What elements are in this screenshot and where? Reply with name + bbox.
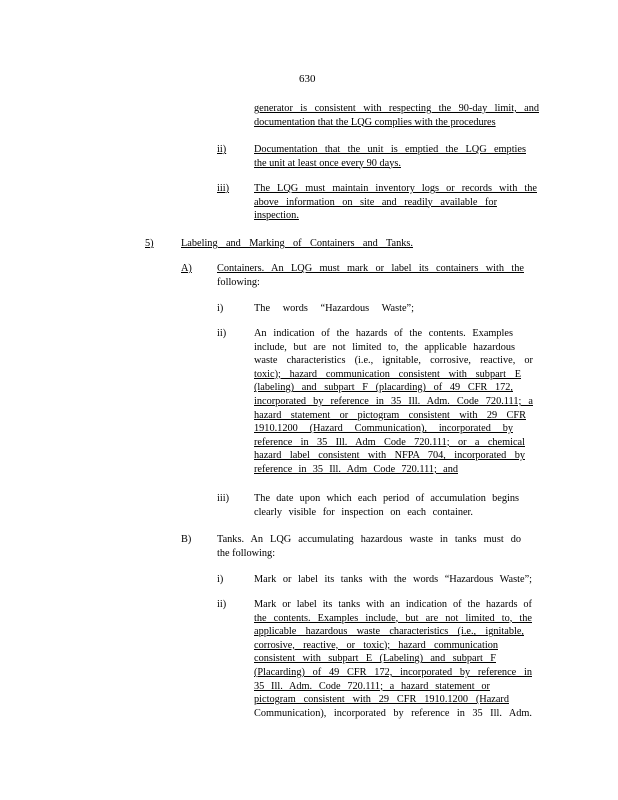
text-line: The date upon which each period of accumulation begins bbox=[254, 493, 519, 504]
text-line: Mark or label its tanks with an indication of the hazards of bbox=[254, 599, 532, 610]
text-line: hazard statement or pictogram consistent with 29 CFR bbox=[254, 409, 526, 421]
item-label-iii: iii) bbox=[217, 493, 230, 504]
text-line: documentation that the LQG complies with the procedures bbox=[254, 116, 496, 128]
text-line: the following: bbox=[217, 547, 276, 559]
item-label-i: i) bbox=[217, 303, 224, 314]
item-label-iii: iii) bbox=[217, 183, 230, 194]
subsection-a-item-i bbox=[254, 302, 414, 316]
text-line: clearly visible for inspection on each container. bbox=[254, 506, 473, 518]
text-line: applicable hazardous waste characteristics (i.e., ignitable, bbox=[254, 626, 524, 638]
text-line: An indication of the hazards of the contents. Examples bbox=[254, 328, 513, 339]
text-line: reference in 35 Ill. Adm Code 720.111; and bbox=[254, 463, 458, 475]
text-line: following: bbox=[217, 276, 260, 288]
subsection-label-b: B) bbox=[181, 534, 192, 545]
text-line: pictogram consistent with 29 CFR 1910.1200 (Hazard bbox=[254, 694, 509, 706]
subsection-b-item-i bbox=[254, 573, 532, 587]
text-line: The LQG must maintain inventory logs or records with the bbox=[254, 183, 537, 194]
text-line: hazard label consistent with NFPA 704, incorporated by bbox=[254, 450, 525, 462]
text-line: Labeling and Marking of Containers and Tanks. bbox=[181, 238, 413, 249]
section-5-heading bbox=[181, 237, 413, 251]
subsection-label-a: A) bbox=[181, 263, 192, 274]
text-line: toxic); hazard communication consistent with subpart E bbox=[254, 368, 521, 380]
item-iii-inventory-logs bbox=[254, 182, 537, 223]
text-line: waste characteristics (i.e., ignitable, corrosive, reactive, or bbox=[254, 355, 533, 367]
section-label-5: 5) bbox=[145, 238, 154, 249]
intro-continuation bbox=[254, 102, 539, 129]
item-label-ii: ii) bbox=[217, 144, 227, 155]
text-line: (Placarding) of 49 CFR 172, incorporated by reference in bbox=[254, 666, 532, 678]
text-line: 35 Ill. Adm. Code 720.111; a hazard statement or bbox=[254, 680, 490, 692]
text-line: (labeling) and subpart F (placarding) of 49 CFR 172, bbox=[254, 382, 513, 394]
text-line: include, but are not limited to, the applicable hazardous bbox=[254, 341, 515, 353]
text-line: Communication), incorporated by reference in 35 Ill. Adm. bbox=[254, 707, 532, 719]
subsection-a-item-iii bbox=[254, 492, 519, 519]
subsection-a-intro bbox=[217, 262, 524, 289]
text-line: reference in 35 Ill. Adm Code 720.111; or a chemical bbox=[254, 436, 525, 448]
subsection-a-item-ii bbox=[254, 327, 533, 477]
subsection-b-intro bbox=[217, 533, 521, 560]
text-line: generator is consistent with respecting the 90-day limit, and bbox=[254, 103, 539, 114]
text-line: the unit at least once every 90 days. bbox=[254, 157, 401, 169]
text-line: 1910.1200 (Hazard Communication), incorporated by bbox=[254, 423, 513, 435]
subsection-b-item-ii bbox=[254, 598, 532, 720]
item-label-ii: ii) bbox=[217, 599, 227, 610]
text-line: incorporated by reference in 35 Ill. Adm. Code 720.111; a bbox=[254, 395, 533, 407]
text-line: The words “Hazardous Waste”; bbox=[254, 303, 414, 314]
text-line: Containers. An LQG must mark or label its containers with the bbox=[217, 263, 524, 274]
text-line: Tanks. An LQG accumulating hazardous waste in tanks must do bbox=[217, 534, 521, 545]
page-number: 630 bbox=[299, 73, 316, 85]
text-line: the contents. Examples include, but are not limited to, the bbox=[254, 612, 532, 624]
item-label-ii: ii) bbox=[217, 328, 227, 339]
text-line: corrosive, reactive, or toxic); hazard communication bbox=[254, 639, 498, 651]
text-line: Documentation that the unit is emptied the LQG empties bbox=[254, 144, 526, 155]
text-line: inspection. bbox=[254, 210, 299, 222]
text-line: consistent with subpart E (Labeling) and subpart F bbox=[254, 653, 496, 665]
text-line: Mark or label its tanks with the words “Hazardous Waste”; bbox=[254, 574, 532, 585]
item-ii-documentation bbox=[254, 143, 526, 170]
item-label-i: i) bbox=[217, 574, 224, 585]
text-line: above information on site and readily available for bbox=[254, 196, 497, 208]
